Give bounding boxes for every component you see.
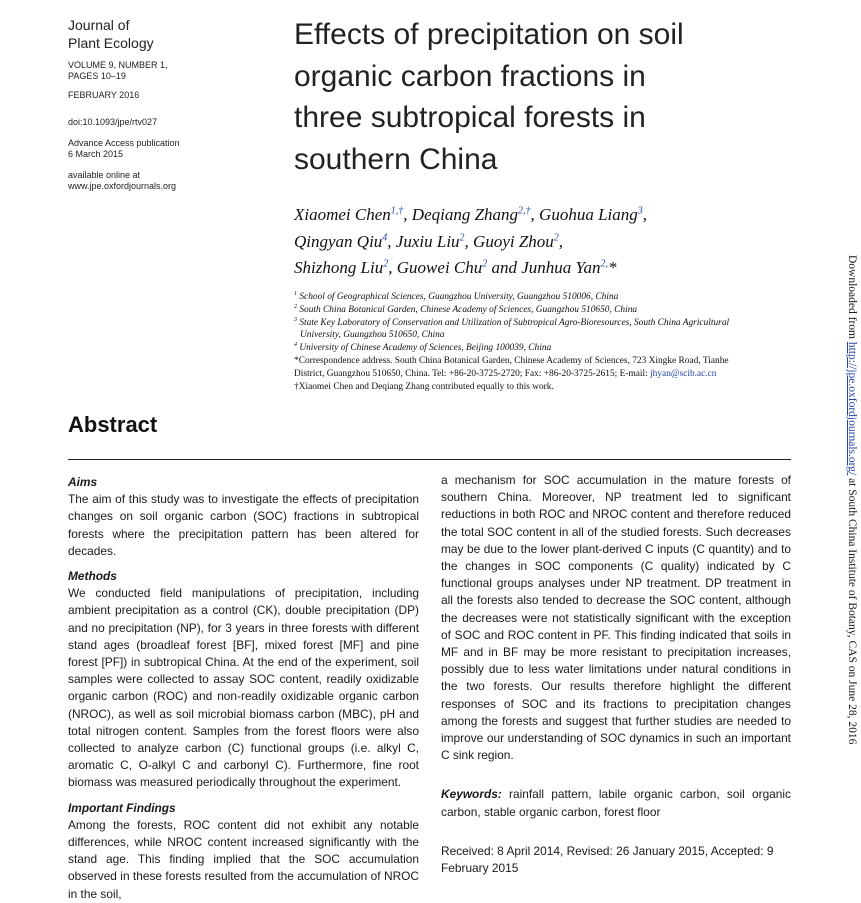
author-name: Guohua Liang	[539, 205, 638, 224]
author-affil-mark: 3	[637, 205, 643, 217]
keywords-label: Keywords:	[441, 787, 502, 802]
volume-info	[68, 60, 268, 82]
download-suffix: at South China Institute of Botany, CAS on June 28, 2016	[846, 475, 858, 745]
author-affil-mark: 2	[459, 231, 465, 243]
affiliations	[294, 291, 794, 393]
download-prefix: Downloaded from	[846, 255, 858, 342]
abstract-right-column	[441, 472, 791, 877]
download-source-link[interactable]: http://jpe.oxfordjournals.org/	[846, 341, 858, 476]
author-affil-mark: 2	[553, 231, 559, 243]
correspondence-line: District, Guangzhou 510650, China. Tel: +86-20-3725-2720; Fax: +86-20-3725-2615; E-mail: jhyan@scib.ac.cn	[294, 368, 717, 379]
advance-access-label: Advance Access publication	[68, 138, 180, 148]
author-list	[294, 202, 774, 282]
author-affil-mark: 4	[382, 231, 388, 243]
author-name: Shizhong Liu	[294, 258, 384, 277]
keywords	[441, 786, 791, 820]
affiliation: $^3$ State Key Laboratory of Conservation and Utilization of Subtropical Agro-Bioresources, South China Agricultural	[294, 316, 730, 328]
keywords-text: rainfall pattern, labile organic carbon, soil organic carbon, stable organic carbon, forest floor	[441, 787, 791, 819]
author-affil-mark: 2	[383, 258, 389, 270]
journal-info	[68, 16, 268, 192]
findings-continued-text: a mechanism for SOC accumulation in the mature forests of southern China. Moreover, NP treatment led to significant reductions in both ROC and NROC content and therefore reduced the total SOC content in all of the studied forests. Such decreases may be due to the lower plant-derived C inputs (C quantity) and to the changes in SOC components (C quality) indicated by C functional groups analyses under NP treatment. DP treatment in all the forests also tended to decrease the SOC content, although the decreases were not statistically significant with the exception of SOC and ROC content in PF. This finding indicated that soils in MF and in BF may be more resistant to precipitation increases, possibly due to less water limitations under natural conditions in the two forests. Our results therefore highlight the different responses of SOC and its fractions to precipitation changes among the forests and suggest that further studies are needed to improve our understanding of SOC dynamics in such an important C sink region.	[441, 473, 791, 763]
author-line: Shizhong Liu$^2$, Guowei Chu$^2$ and Junhua Yan$^{2,}$*	[294, 258, 617, 277]
article-dates: Received: 8 April 2014, Revised: 26 January 2015, Accepted: 9 February 2015	[441, 843, 774, 876]
aims-text: The aim of this study was to investigate the effects of precipitation changes on soil organic carbon (SOC) fractions in subtropical forests where the precipitation pattern has been altered for decades.	[68, 492, 419, 558]
author-name: Guoyi Zhou	[473, 231, 554, 251]
email-link[interactable]: jhyan@scib.ac.cn	[650, 368, 717, 379]
affiliation: $^2$ South China Botanical Garden, Chinese Academy of Sciences, Guangzhou 510650, China	[294, 303, 638, 315]
findings-text: Among the forests, ROC content did not exhibit any notable differences, while NROC content increased significantly with the stand age. This finding implied that the SOC accumulation observed in these forests resulted from the accumulation of NROC in the soil,	[68, 817, 419, 901]
correspondence-line: *Correspondence address. South China Botanical Garden, Chinese Academy of Sciences, 723 Xingke Road, Tianhe	[294, 355, 729, 366]
online-label: available online at	[68, 170, 141, 180]
author-affil-mark: 2	[482, 258, 488, 270]
author-name: Qingyan Qiu	[294, 231, 383, 251]
issue-date: FEBRUARY 2016	[68, 90, 140, 100]
affiliation: $^1$ School of Geographical Sciences, Guangzhou University, Guangzhou 510006, China	[294, 290, 619, 302]
advance-access-date: 6 March 2015	[68, 149, 124, 159]
doi[interactable]: doi:10.1093/jpe/rtv027	[68, 117, 158, 127]
affiliation: $^4$ University of Chinese Academy of Sciences, Beijing 100039, China	[294, 342, 552, 354]
author-name: Guowei Chu	[396, 258, 483, 277]
title-line: southern China	[294, 142, 498, 176]
author-name: Junhua Yan	[521, 258, 601, 277]
article-title	[294, 14, 774, 180]
author-name: Juxiu Liu	[395, 231, 460, 251]
abstract-left-column	[68, 474, 419, 903]
methods-heading: Methods	[68, 569, 117, 584]
methods-text: We conducted field manipulations of precipitation, including ambient precipitation as a control (CK), double precipitation (DP) and no precipitation (NP), for 3 years in three forests with different stand ages (broadleaf forest [BF], mixed forest [MF] and pine forest [PF]) in subtropical China. At the end of the experiment, soil samples were collected to assay SOC content, readily oxidizable organic carbon (ROC) and non-readily oxidizable organic carbon (NROC), as well as soil microbial biomass carbon (MBC), pH and total nitrogen content. Samples from the forest floors were also collected to analyze carbon (C) functional groups (i.e. alkyl C, aromatic C, O-alkyl C and carbonyl C). Furthermore, fine root biomass was measured periodically throughout the experiment.	[68, 586, 419, 790]
abstract-heading: Abstract	[68, 412, 158, 437]
aims-heading: Aims	[68, 475, 98, 489]
author-affil-mark: 2,†	[518, 205, 531, 217]
volume-line: VOLUME 9, NUMBER 1,	[68, 60, 168, 70]
equal-contribution-note: †Xiaomei Chen and Deqiang Zhang contributed equally to this work.	[294, 381, 554, 392]
title-line: three subtropical forests in	[294, 101, 646, 134]
journal-name-line1: Journal of	[68, 17, 130, 33]
author-affil-mark: 2,	[600, 258, 608, 270]
author-name: Xiaomei Chen	[294, 205, 391, 224]
findings-heading: Important Findings	[68, 800, 176, 815]
journal-name-line2: Plant Ecology	[68, 35, 154, 51]
author-line: Qingyan Qiu$^4$, Juxiu Liu$^2$, Guoyi Zhou$^2$,	[294, 231, 564, 251]
affiliation: University, Guangzhou 510650, China	[300, 330, 445, 341]
pages-line: PAGES 10–19	[68, 71, 126, 81]
author-affil-mark: 1,†	[390, 205, 404, 217]
corresponding-mark: *	[607, 258, 617, 277]
title-line: Effects of precipitation on soil	[294, 18, 684, 51]
section-divider	[68, 459, 791, 460]
author-line: Xiaomei Chen$^{1,\dagger}$, Deqiang Zhang$^{2,\dagger}$, Guohua Liang$^3$,	[294, 205, 648, 224]
journal-url-link[interactable]: www.jpe.oxfordjournals.org	[68, 181, 177, 191]
author-name: Deqiang Zhang	[411, 205, 519, 224]
title-line: organic carbon fractions in	[294, 59, 646, 93]
